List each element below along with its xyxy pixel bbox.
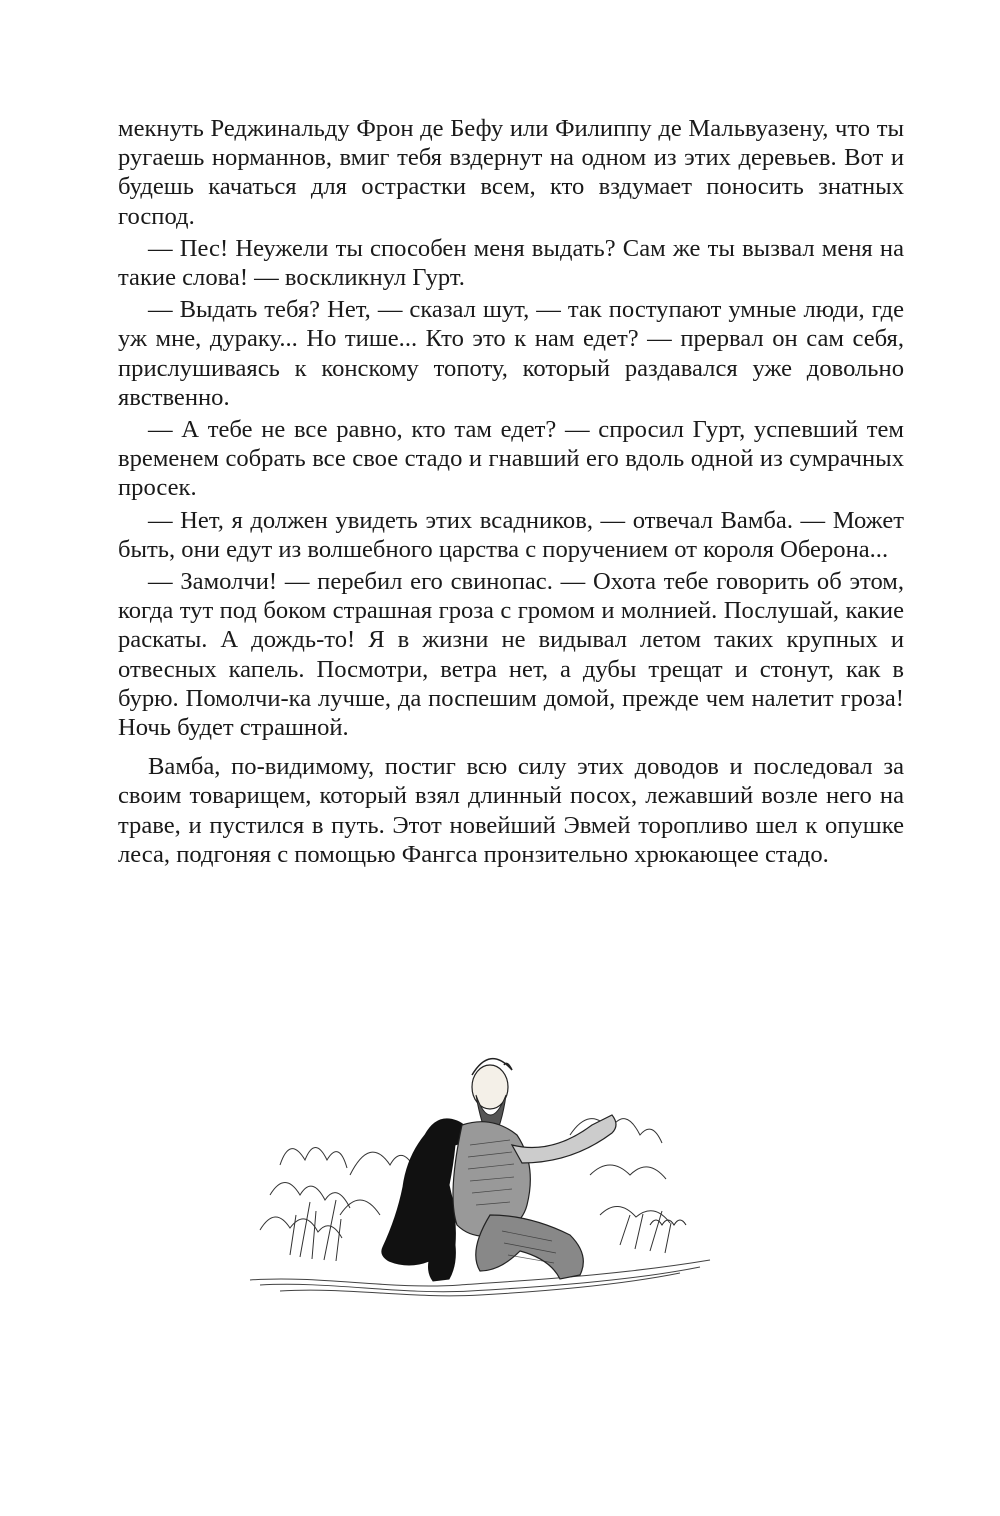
paragraph-dialogue-wamba-2: — Нет, я должен увидеть этих всадников, — отвечал Вамба. — Может быть, они едут из волшебного царства с поручением от короля Оберона... [118,506,904,563]
paragraph-dialogue-gurth-3: — Замолчи! — перебил его свинопас. — Охота тебе говорить об этом, когда тут под боком страшная гроза с громом и молнией. Послушай, какие раскаты. А дождь-то! Я в жизни не видывал летом таких крупных и отвесных капель. Посмотри, ветра нет, а дубы трещат и стонут, как в бурю. Помолчи-ка лучше, да поспешим домой, прежде чем налетит гроза! Ночь будет страшной. [118,568,904,742]
paragraph-dialogue-gurth-2: — А тебе не все равно, кто там едет? — спросил Гурт, успевший тем временем собрать все свое стадо и гнавший его вдоль одной из сумрачных просек. [118,416,904,502]
engraving-illustration [240,1045,730,1305]
paragraph-narration: Вамба, по-видимому, постиг всю силу этих доводов и последовал за своим товарищем, который взял длинный посох, лежавший возле него на траве, и пустился в путь. Этот новейший Эвмей торопливо шел к опушке леса, подгоняя с помощью Фангса пронзительно хрюкающее стадо. [118,753,904,868]
engraving-swineherd-with-dog-icon [240,1045,730,1305]
body-text [118,114,904,869]
paragraph-continued: мекнуть Реджинальду Фрон де Бефу или Филиппу де Мальвуазену, что ты ругаешь норманнов, вмиг тебя вздернут на одном из этих деревьев. Вот и будешь качаться для острастки всем, кто вздумает поносить знатных господ. [118,115,904,230]
paragraph-dialogue-gurth-1: — Пес! Неужели ты способен меня выдать? Сам же ты вызвал меня на такие слова! — воскликнул Гурт. [118,234,904,292]
paragraph-dialogue-wamba-1: — Выдать тебя? Нет, — сказал шут, — так поступают умные люди, где уж мне, дураку... Но тише... Кто это к нам едет? — прервал он сам себя, прислушиваясь к конскому топоту, который раздавался уже довольно явственно. [118,296,904,411]
